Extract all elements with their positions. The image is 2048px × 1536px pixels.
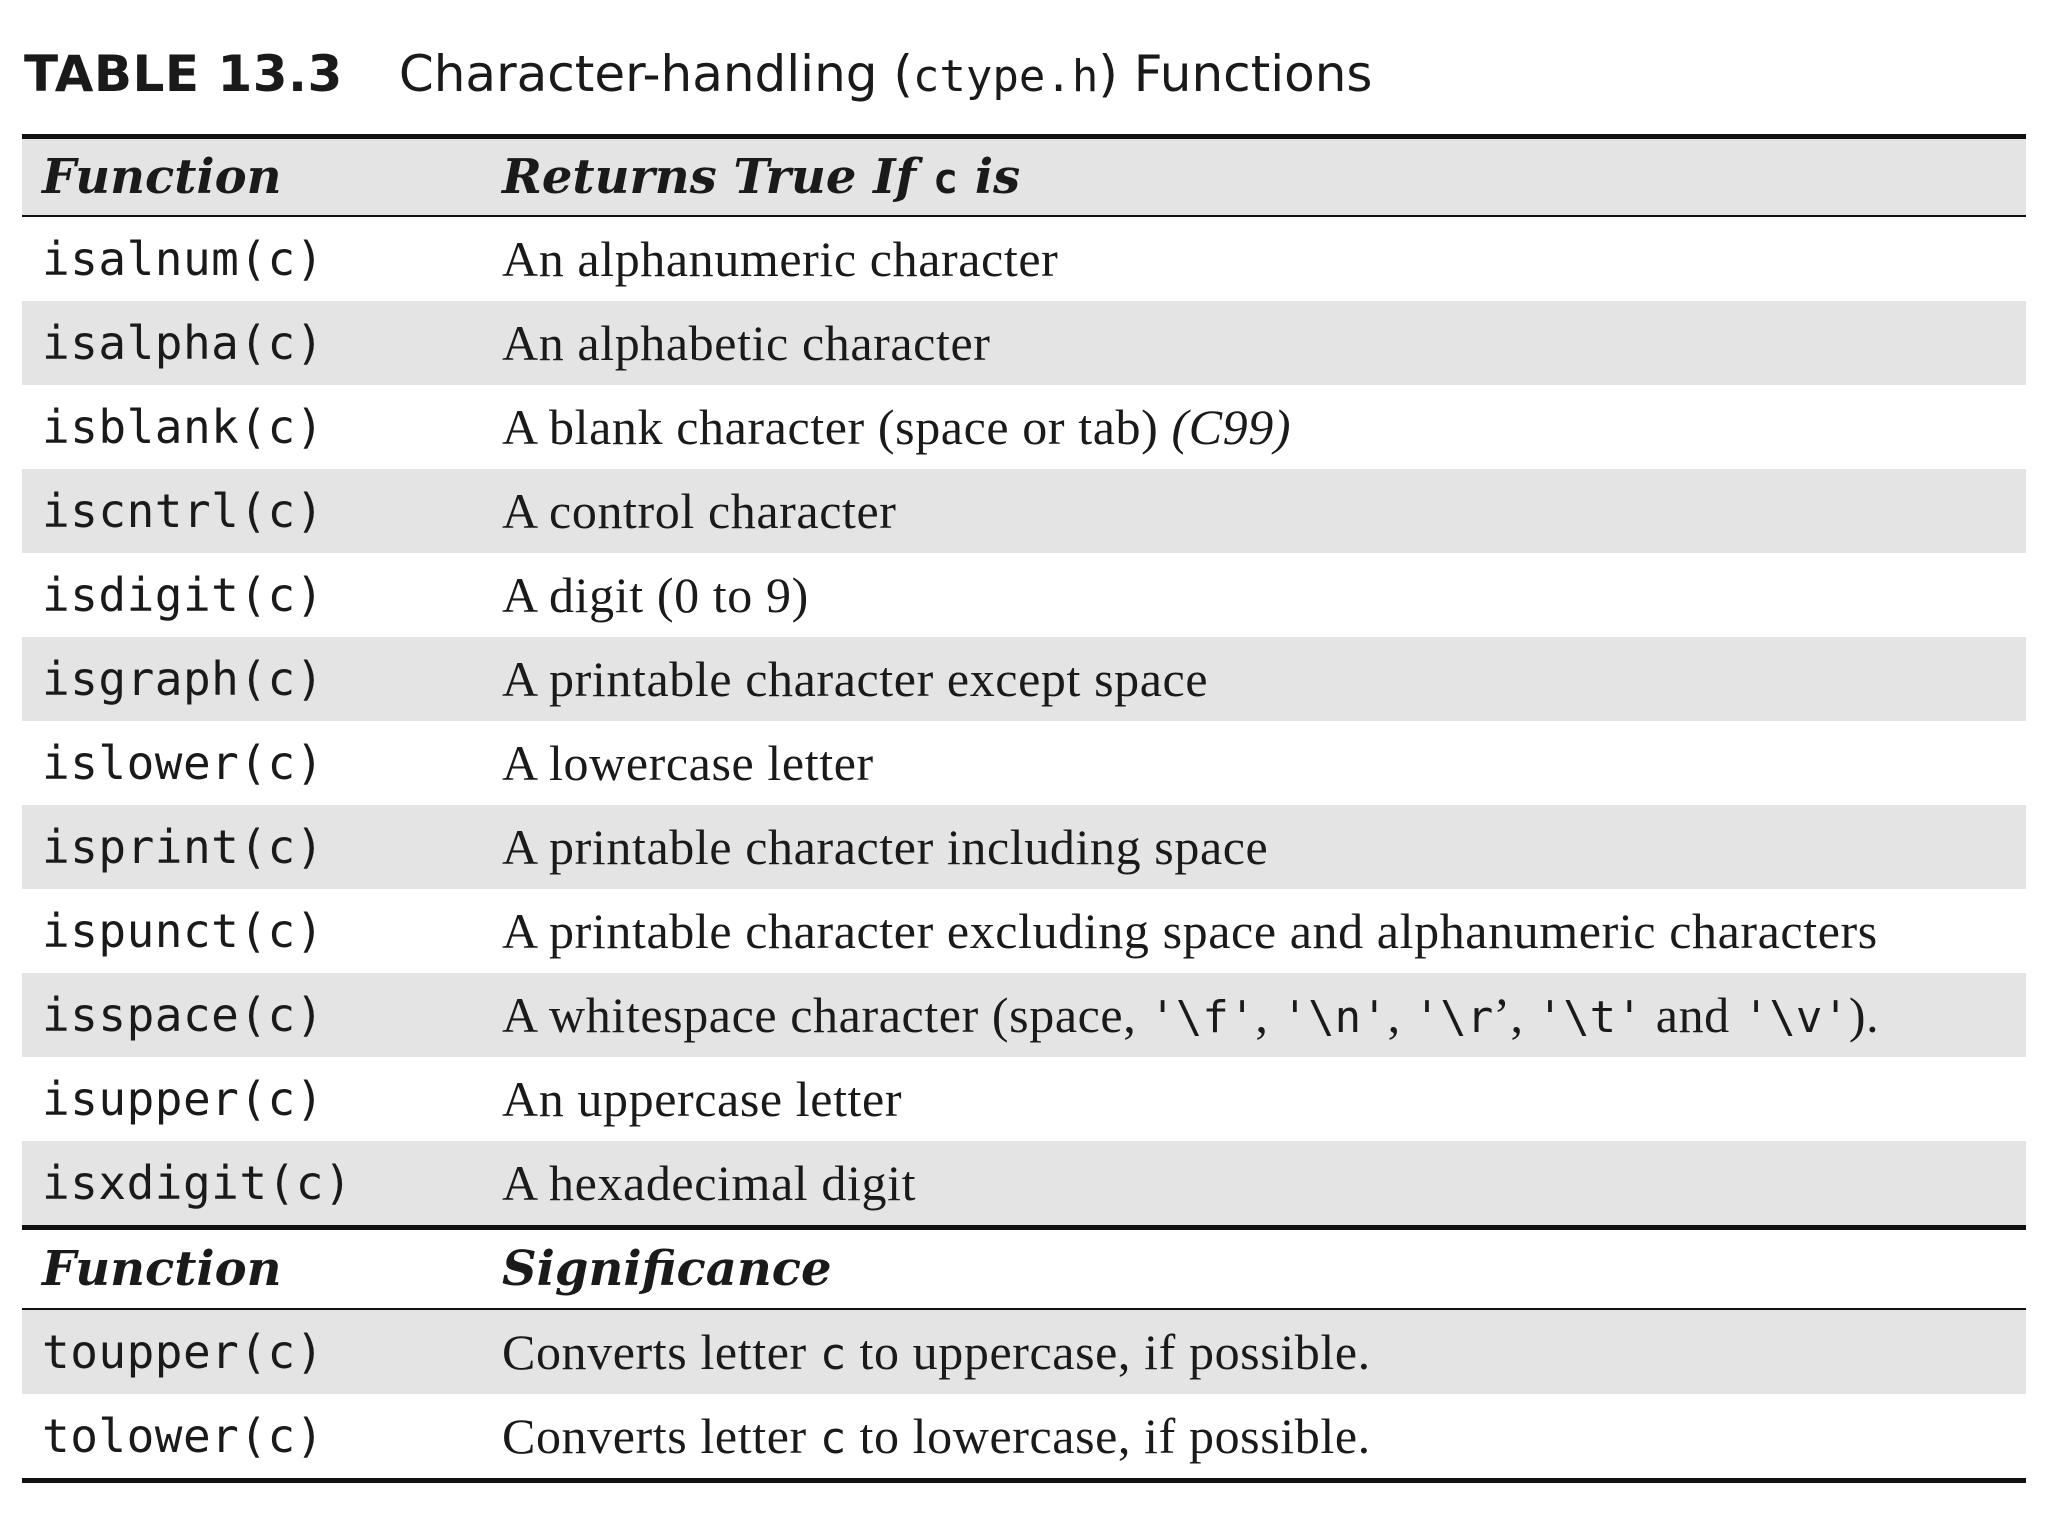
function-description [500, 1057, 2026, 1141]
table-row [22, 469, 2026, 553]
header-function: Function [22, 137, 500, 217]
standard-note: (C99) [1171, 399, 1292, 455]
description-text: to uppercase, if possible. [846, 1324, 1371, 1380]
code-literal: '\v' [1742, 992, 1849, 1043]
description-text: An uppercase letter [502, 1071, 903, 1127]
code-literal: '\t' [1536, 992, 1643, 1043]
description-text: A digit (0 to 9) [502, 567, 809, 623]
function-description [500, 216, 2026, 301]
function-description [500, 721, 2026, 805]
table-title [398, 45, 1373, 103]
table-row [22, 216, 2026, 301]
code-literal: '\f' [1149, 992, 1256, 1043]
header-function-2: Function [22, 1228, 500, 1310]
table-title-code: ctype.h [912, 51, 1099, 102]
function-description [500, 1141, 2026, 1228]
code-literal: c [819, 1413, 847, 1464]
function-description [500, 637, 2026, 721]
code-literal: '\r [1413, 992, 1494, 1043]
description-text: A printable character including space [502, 819, 1269, 875]
description-text: ’, [1493, 987, 1537, 1043]
table-header-row [22, 137, 2026, 217]
function-name: isgraph(c) [22, 637, 500, 721]
table-row [22, 1309, 2026, 1394]
function-name: isupper(c) [42, 1072, 324, 1126]
table-row [22, 1394, 2026, 1481]
header-returns-true [500, 137, 2026, 217]
function-name: islower(c) [42, 736, 324, 790]
description-text: Converts letter [502, 1324, 820, 1380]
table-header-row-2 [22, 1228, 2026, 1310]
function-name: iscntrl(c) [22, 469, 500, 553]
function-name: isprint(c) [22, 805, 500, 889]
function-description [500, 385, 2026, 469]
header-returns-code: c [932, 154, 959, 203]
table-row [22, 301, 2026, 385]
header-returns-suffix: is [958, 149, 1021, 205]
function-significance [500, 1394, 2026, 1481]
function-description [500, 301, 2026, 385]
section2-body [22, 1309, 2026, 1481]
table-row [22, 1141, 2026, 1228]
description-text: A printable character except space [502, 651, 1209, 707]
code-literal: c [819, 1329, 847, 1380]
description-text: , [1387, 987, 1414, 1043]
header-significance: Significance [500, 1228, 2026, 1310]
description-text: A printable character excluding space and alphanumeric characters [502, 903, 1878, 959]
table-page [22, 0, 2026, 1483]
function-name: isdigit(c) [42, 568, 324, 622]
description-text: An alphanumeric character [502, 231, 1059, 287]
header-returns-prefix: Returns True If [502, 149, 933, 205]
table-row [22, 553, 2026, 637]
description-text: Converts letter [502, 1408, 820, 1464]
description-text: A whitespace character (space, [502, 987, 1150, 1043]
function-name: isalpha(c) [22, 301, 500, 385]
function-name: isblank(c) [42, 400, 324, 454]
table-row [22, 1057, 2026, 1141]
function-significance [500, 1309, 2026, 1394]
function-description [500, 553, 2026, 637]
description-text: , [1255, 987, 1282, 1043]
table-row [22, 889, 2026, 973]
description-text: A hexadecimal digit [502, 1155, 917, 1211]
function-name: tolower(c) [22, 1394, 500, 1481]
table-number: TABLE 13.3 [24, 45, 343, 103]
table-row [22, 637, 2026, 721]
description-text: and [1642, 987, 1743, 1043]
table-caption [22, 0, 2026, 134]
description-text: A blank character (space or tab) [502, 399, 1172, 455]
function-description [500, 973, 2026, 1057]
table-row [22, 721, 2026, 805]
table-row [22, 805, 2026, 889]
description-text: to lowercase, if possible. [846, 1408, 1371, 1464]
function-description [500, 805, 2026, 889]
description-text: A lowercase letter [502, 735, 874, 791]
description-text: ). [1848, 987, 1880, 1043]
function-name: isalnum(c) [42, 232, 324, 286]
function-name: ispunct(c) [42, 904, 324, 958]
table-row [22, 973, 2026, 1057]
table-title-suffix: ) Functions [1098, 45, 1373, 103]
section1-body [22, 216, 2026, 1228]
table-row [22, 385, 2026, 469]
table-title-prefix: Character-handling ( [398, 45, 913, 103]
function-description [500, 469, 2026, 553]
ctype-functions-table [22, 134, 2026, 1483]
function-name: isspace(c) [22, 973, 500, 1057]
function-name: toupper(c) [22, 1309, 500, 1394]
description-text: An alphabetic character [502, 315, 991, 371]
description-text: A control character [502, 483, 897, 539]
function-name: isxdigit(c) [22, 1141, 500, 1228]
code-literal: '\n' [1281, 992, 1388, 1043]
function-description [500, 889, 2026, 973]
